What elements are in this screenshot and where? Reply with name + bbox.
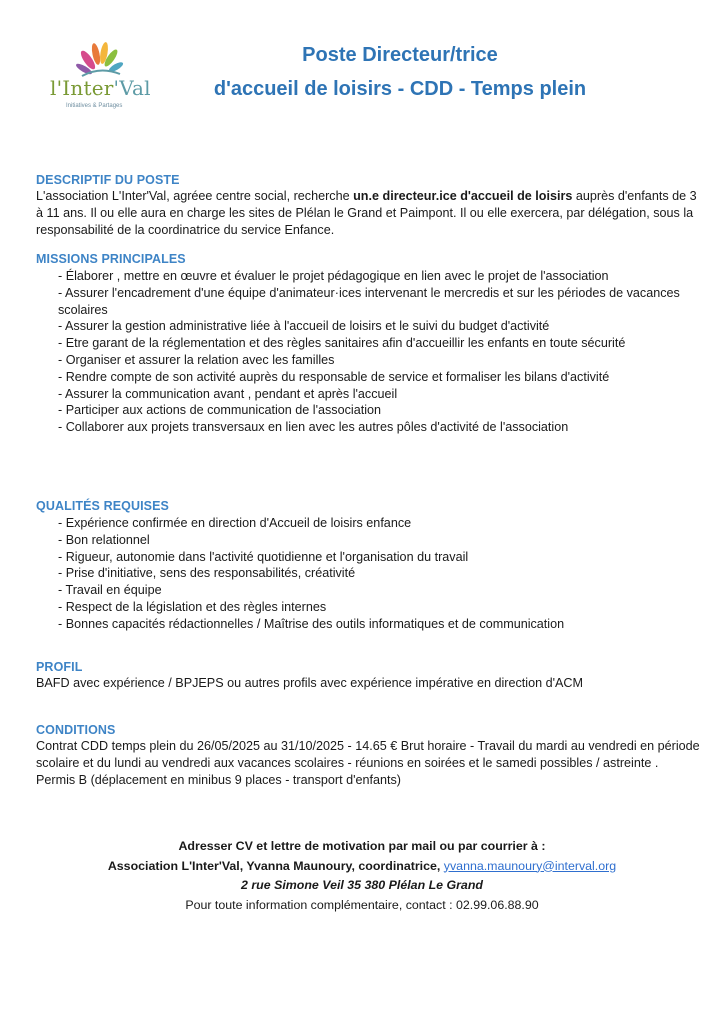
logo-tagline: Initiatives & Partages bbox=[66, 103, 123, 109]
section-qualites bbox=[36, 498, 700, 633]
conditions-text: Contrat CDD temps plein du 26/05/2025 au 31/10/2025 - 14.65 € Brut horaire - Travail du mardi au vendredi en période scolaire et du lundi au vendredi aux vacances scolaires - réunions en soirées et le samedi possibles / astreinte . bbox=[36, 739, 700, 770]
list-item: - Travail en équipe bbox=[58, 582, 700, 599]
list-item: - Assurer l'encadrement d'une équipe d'animateur·ices intervenant le mercredis et sur les périodes de vacances scolaires bbox=[58, 285, 700, 319]
contact-footer bbox=[60, 837, 664, 915]
section-heading-missions: MISSIONS PRINCIPALES bbox=[36, 252, 186, 266]
list-item: - Assurer la gestion administrative liée à l'accueil de loisirs et le suivi du budget d'activité bbox=[58, 318, 700, 335]
list-item: - Rigueur, autonomie dans l'activité quotidienne et l'organisation du travail bbox=[58, 549, 700, 566]
list-item: - Expérience confirmée en direction d'Accueil de loisirs enfance bbox=[58, 515, 700, 532]
list-item: - Bon relationnel bbox=[58, 532, 700, 549]
logo-wordmark: l'Inter'Val bbox=[50, 76, 151, 100]
title-line-2: d'accueil de loisirs - CDD - Temps plein bbox=[213, 78, 587, 100]
section-heading-qualites: QUALITÉS REQUISES bbox=[36, 499, 169, 513]
section-descriptif bbox=[36, 172, 700, 239]
section-profil bbox=[36, 659, 700, 692]
section-missions bbox=[36, 251, 700, 436]
descriptif-highlight: un.e directeur.ice d'accueil de loisirs bbox=[353, 189, 573, 203]
section-heading-conditions: CONDITIONS bbox=[36, 723, 116, 737]
title-line-1: Poste Directeur/trice bbox=[302, 44, 498, 66]
section-conditions bbox=[36, 722, 700, 789]
list-item: - Participer aux actions de communication de l'association bbox=[58, 402, 700, 419]
footer-phone: Pour toute information complémentaire, contact : 02.99.06.88.90 bbox=[185, 897, 539, 912]
qualites-list bbox=[36, 515, 700, 633]
section-heading-profil: PROFIL bbox=[36, 660, 83, 674]
flower-logo-icon bbox=[74, 40, 126, 80]
footer-address: 2 rue Simone Veil 35 380 Plélan Le Grand bbox=[241, 878, 483, 892]
descriptif-text: L'association L'Inter'Val, agréee centre social, recherche un.e directeur.ice d'accueil de loisirs auprès d'enfants de 3 à 11 ans. Il ou elle aura en charge les sites de Plélan le Grand et Paimpont. Il ou elle exercera, par délégation, sous la responsabilité de la coordinatrice du service Enfance. bbox=[36, 189, 697, 237]
interval-logo bbox=[48, 40, 168, 115]
list-item: - Assurer la communication avant , pendant et après l'accueil bbox=[58, 386, 700, 403]
list-item: - Rendre compte de son activité auprès du responsable de service et formaliser les bilans d'activité bbox=[58, 369, 700, 386]
missions-list bbox=[36, 268, 700, 436]
list-item: - Prise d'initiative, sens des responsabilités, créativité bbox=[58, 565, 700, 582]
list-item: - Respect de la législation et des règles internes bbox=[58, 599, 700, 616]
footer-instruction: Adresser CV et lettre de motivation par mail ou par courrier à : bbox=[178, 839, 546, 853]
list-item: - Bonnes capacités rédactionnelles / Maîtrise des outils informatiques et de communication bbox=[58, 616, 700, 633]
page-title bbox=[190, 38, 610, 106]
list-item: - Élaborer , mettre en œuvre et évaluer le projet pédagogique en lien avec le projet de l'association bbox=[58, 268, 700, 285]
list-item: - Collaborer aux projets transversaux en lien avec les autres pôles d'activité de l'association bbox=[58, 419, 700, 436]
conditions-permit: Permis B (déplacement en minibus 9 places - transport d'enfants) bbox=[36, 773, 401, 787]
section-heading-descriptif: DESCRIPTIF DU POSTE bbox=[36, 173, 180, 187]
profil-text: BAFD avec expérience / BPJEPS ou autres profils avec expérience impérative en direction d'ACM bbox=[36, 676, 583, 690]
list-item: - Etre garant de la réglementation et des règles sanitaires afin d'accueillir les enfants en toute sécurité bbox=[58, 335, 700, 352]
footer-contact-line: Association L'Inter'Val, Yvanna Maunoury, coordinatrice, yvanna.maunoury@interval.org bbox=[107, 858, 617, 873]
email-link[interactable]: yvanna.maunoury@interval.org bbox=[443, 858, 617, 873]
list-item: - Organiser et assurer la relation avec les familles bbox=[58, 352, 700, 369]
